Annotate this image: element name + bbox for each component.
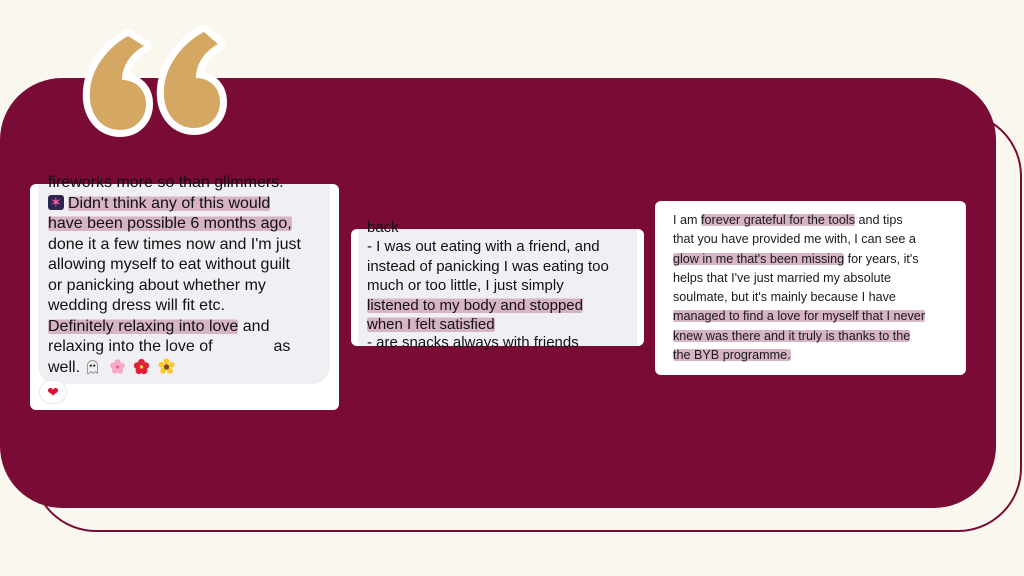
hibiscus-emoji-icon <box>133 358 150 375</box>
message-line: done it a few times now and I'm just <box>48 235 301 253</box>
highlight-text: when I felt satisfied <box>367 316 495 334</box>
message-line: soulmate, but it's mainly because I have <box>673 290 896 305</box>
highlight-text: Definitely relaxing into love <box>48 317 239 335</box>
message-line: instead of panicking I was eating too <box>367 257 609 275</box>
message-line: much or too little, I just simply <box>367 277 564 295</box>
message-text: and tips <box>855 213 903 227</box>
message-line: allowing myself to eat without guilt <box>48 256 290 273</box>
message-text: I am <box>673 213 701 227</box>
cherry-blossom-emoji-icon <box>109 358 126 375</box>
message-text: for years, it's <box>844 251 919 266</box>
cut-line: back <box>367 219 399 236</box>
message-line: or panicking about whether my <box>48 276 266 294</box>
highlight-text: glow in me that's been missing <box>673 251 845 266</box>
sunflower-emoji-icon <box>158 358 175 375</box>
message-text: and <box>238 317 270 335</box>
testimonial-text <box>673 211 958 365</box>
testimonial-card-1 <box>30 174 339 410</box>
ghost-emoji-icon <box>84 358 101 375</box>
double-quote-mark-icon <box>70 8 250 158</box>
fireworks-emoji-icon <box>48 195 64 210</box>
message-line: wedding dress will fit etc. <box>48 297 225 314</box>
testimonial-card-2 <box>351 219 644 352</box>
highlight-text: listened to my body and stopped <box>367 296 583 314</box>
redacted-name <box>217 337 269 351</box>
message-bubble <box>358 219 637 352</box>
highlight-text: forever grateful for the tools <box>701 213 856 227</box>
message-text: as <box>269 338 291 355</box>
highlight-text: managed to find a love for myself that I never <box>673 309 926 324</box>
highlight-text: knew was there and it truly is thanks to the <box>673 328 911 343</box>
highlight-text: have been possible 6 months ago, <box>48 215 292 232</box>
highlight-text: the BYB programme. <box>673 348 791 363</box>
message-line: - I was out eating with a friend, and <box>367 238 600 256</box>
highlight-text: Didn't think any of this would <box>68 194 271 212</box>
message-text: well. <box>48 358 81 376</box>
testimonial-card-3 <box>655 201 966 375</box>
message-text: relaxing into the love of <box>48 338 217 355</box>
message-bubble <box>38 174 330 384</box>
message-line: that you have provided me with, I can see a <box>673 232 916 247</box>
cut-line: - are snacks always with friends <box>367 334 579 352</box>
heart-reaction-icon: ❤ <box>40 381 66 403</box>
message-line: helps that I've just married my absolute <box>673 270 891 285</box>
cut-line: fireworks more so than glimmers. <box>48 174 284 191</box>
